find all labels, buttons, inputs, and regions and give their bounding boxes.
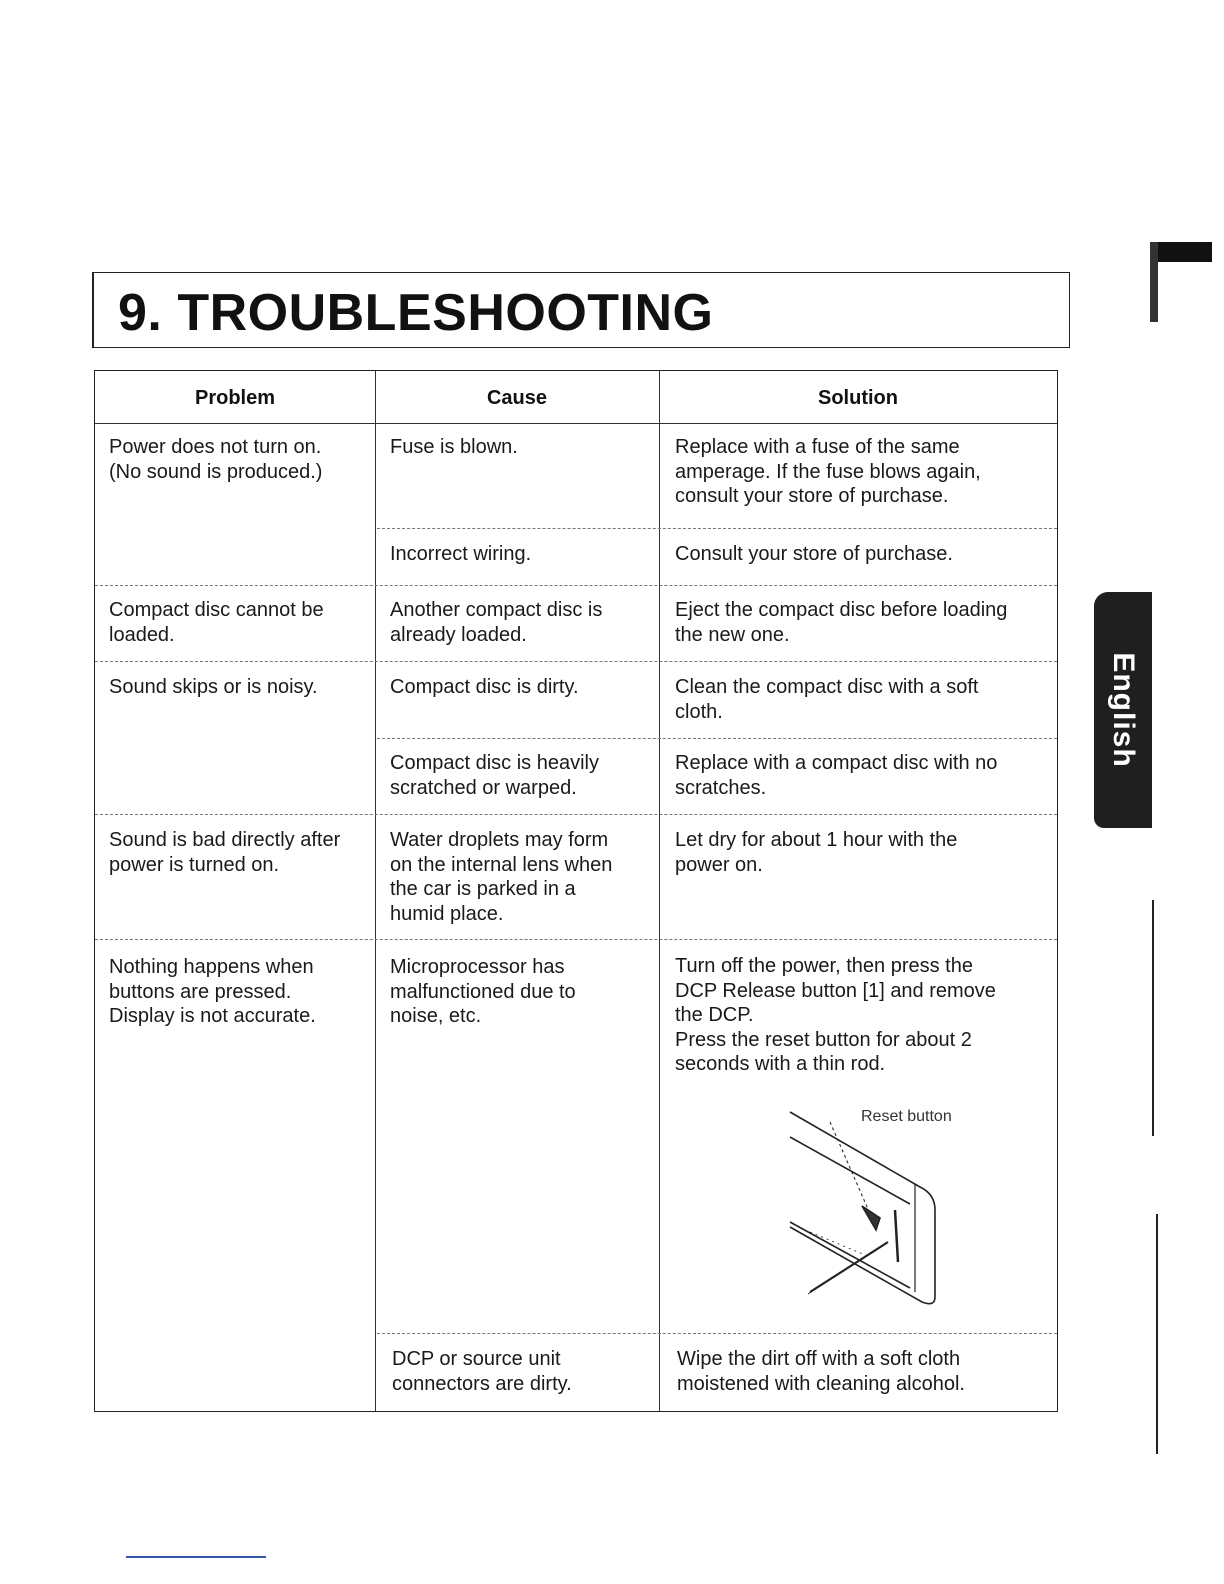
row-separator xyxy=(377,528,1057,529)
language-tab-label: English xyxy=(1107,652,1140,768)
solution-cell: Replace with a compact disc with no scratches. xyxy=(675,752,998,799)
solution-cell: Let dry for about 1 hour with the power on. xyxy=(675,829,958,876)
row-separator xyxy=(95,939,1057,940)
cause-cell: Compact disc is dirty. xyxy=(390,676,579,698)
figure-label: Reset button xyxy=(861,1108,952,1125)
row-separator xyxy=(95,661,1057,662)
solution-cell: Eject the compact disc before loading the new one. xyxy=(675,599,1008,646)
problem-cell: Nothing happens when buttons are pressed. Display is not accurate. xyxy=(109,956,316,1027)
cause-cell: Compact disc is heavily scratched or warped. xyxy=(390,752,599,799)
cause-cell: Microprocessor has malfunctioned due to noise, etc. xyxy=(390,956,576,1027)
solution-cell: Wipe the dirt off with a soft cloth moistened with cleaning alcohol. xyxy=(677,1348,965,1395)
section-title: 9. TROUBLESHOOTING xyxy=(118,284,714,342)
cause-cell: Another compact disc is already loaded. xyxy=(390,599,603,646)
corner-mark-stem xyxy=(1150,242,1158,322)
column-divider xyxy=(375,371,376,1411)
problem-cell: Sound skips or is noisy. xyxy=(109,676,318,698)
solution-cell: Clean the compact disc with a soft cloth. xyxy=(675,676,979,723)
header-solution: Solution xyxy=(818,387,898,409)
row-separator xyxy=(95,814,1057,815)
problem-cell: Compact disc cannot be loaded. xyxy=(109,599,324,646)
solution-cell: Turn off the power, then press the DCP Release button [1] and remove the DCP. Press the reset button for about 2 seconds with a thin rod. xyxy=(675,955,996,1075)
footer-rule xyxy=(126,1556,266,1558)
row-separator xyxy=(377,738,1057,739)
header-cause: Cause xyxy=(486,387,548,409)
cause-cell: Water droplets may form on the internal lens when the car is parked in a humid place. xyxy=(390,829,613,925)
cause-cell: DCP or source unit connectors are dirty. xyxy=(392,1348,572,1395)
cause-cell: Fuse is blown. xyxy=(390,436,518,458)
column-divider xyxy=(659,371,660,1411)
problem-cell: Power does not turn on. (No sound is produced.) xyxy=(109,436,323,483)
row-separator xyxy=(95,585,1057,586)
edge-line xyxy=(1156,1214,1158,1454)
cause-cell: Incorrect wiring. xyxy=(390,543,532,565)
edge-line xyxy=(1152,900,1154,1136)
header-separator xyxy=(95,423,1057,424)
solution-cell: Replace with a fuse of the same amperage. If the fuse blows again, consult your store of purchase. xyxy=(675,436,981,507)
problem-cell: Sound is bad directly after power is turned on. xyxy=(109,829,341,876)
corner-mark xyxy=(1150,242,1212,262)
row-separator xyxy=(377,1333,1057,1334)
header-problem: Problem xyxy=(194,387,276,409)
section-title-box xyxy=(92,272,1070,348)
reset-button-illustration xyxy=(770,1092,950,1312)
solution-cell: Consult your store of purchase. xyxy=(675,543,953,565)
